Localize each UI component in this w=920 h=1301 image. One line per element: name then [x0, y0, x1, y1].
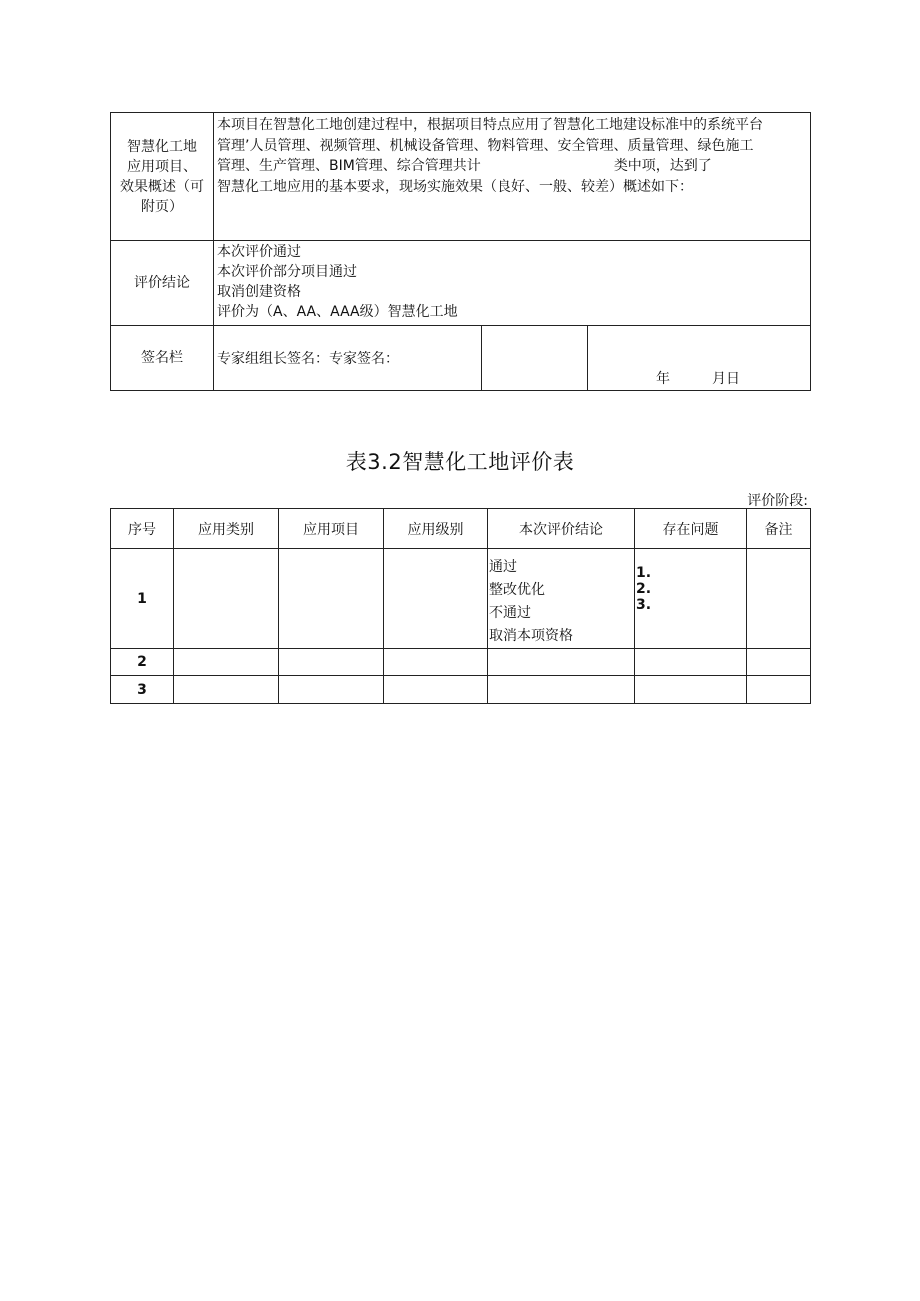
overview-text-line: 智慧化工地应用的基本要求，现场实施效果（良好、一般、较差）概述如下：: [217, 178, 693, 195]
remarks-cell[interactable]: [747, 649, 811, 676]
level-cell[interactable]: [384, 549, 488, 649]
level-cell[interactable]: [384, 649, 488, 676]
overview-text-line: 管理’人员管理、视频管理、机械设备管理、物料管理、安全管理、质量管理、绿色施工: [217, 137, 754, 154]
header-row: [111, 509, 811, 549]
issue-item: 2.: [636, 581, 652, 597]
evaluation-stage-label: 评价阶段:: [747, 493, 808, 509]
conclusion-label: 评价结论: [111, 241, 214, 326]
conclusion-cell[interactable]: [488, 649, 635, 676]
row-number: 2: [111, 649, 174, 676]
overview-label-line: 智慧化工地: [127, 138, 197, 155]
page-title: 表3.2智慧化工地评价表: [345, 450, 575, 474]
issue-item: 1.: [636, 565, 652, 581]
issues-cell[interactable]: [635, 549, 747, 649]
overview-text-line: [217, 156, 810, 177]
row-number: 1: [111, 549, 174, 649]
project-cell[interactable]: [279, 676, 384, 704]
conclusion-choice[interactable]: 取消本项资格: [489, 628, 573, 644]
col-header-conclusion: 本次评价结论: [488, 509, 635, 549]
overview-text-fragment: 类中项，达到了: [613, 158, 712, 174]
overview-label-cell: [111, 113, 214, 241]
overview-label-line: 附页）: [141, 198, 183, 215]
issues-cell[interactable]: [635, 676, 747, 704]
col-header-category: 应用类别: [174, 509, 279, 549]
signature-row: [111, 326, 811, 391]
overview-description-cell[interactable]: [214, 113, 811, 241]
remarks-cell[interactable]: [747, 676, 811, 704]
category-cell[interactable]: [174, 676, 279, 704]
conclusion-option[interactable]: 本次评价部分项目通过: [217, 264, 357, 280]
level-cell[interactable]: [384, 676, 488, 704]
signature-date: [588, 326, 810, 388]
col-header-remarks: 备注: [747, 509, 811, 549]
col-header-project: 应用项目: [279, 509, 384, 549]
col-header-issues: 存在问题: [635, 509, 747, 549]
signature-label: 签名栏: [111, 326, 214, 391]
table-row: [111, 549, 811, 649]
conclusion-choice[interactable]: 整改优化: [489, 582, 545, 598]
project-evaluation-table: [110, 112, 811, 391]
project-cell[interactable]: [279, 549, 384, 649]
conclusion-row: [111, 241, 811, 326]
conclusion-choice[interactable]: 通过: [489, 559, 517, 575]
monthday-label: 月日: [712, 371, 740, 387]
conclusion-cell: [488, 549, 635, 649]
table-row: [111, 676, 811, 704]
conclusion-options-cell: [214, 241, 811, 326]
evaluation-table: [110, 508, 811, 704]
col-header-level: 应用级别: [384, 509, 488, 549]
conclusion-choice[interactable]: 不通过: [489, 605, 531, 621]
conclusion-cell[interactable]: [488, 676, 635, 704]
row-number: 3: [111, 676, 174, 704]
issue-item: 3.: [636, 597, 652, 613]
conclusion-option[interactable]: 本次评价通过: [217, 244, 301, 260]
conclusion-option[interactable]: 取消创建资格: [217, 284, 301, 300]
conclusion-option[interactable]: 评价为（A、AA、AAA级）智慧化工地: [217, 304, 458, 320]
signature-prompt[interactable]: 专家组组长签名：专家签名：: [214, 326, 482, 391]
year-label: 年: [656, 371, 670, 387]
table-row: [111, 649, 811, 676]
signature-date-cell[interactable]: [588, 326, 811, 391]
overview-label-line: 效果概述（可: [120, 178, 204, 195]
overview-label-line: 应用项目、: [127, 158, 197, 175]
issues-cell[interactable]: [635, 649, 747, 676]
category-cell[interactable]: [174, 649, 279, 676]
signature-blank-cell[interactable]: [482, 326, 588, 391]
project-cell[interactable]: [279, 649, 384, 676]
remarks-cell[interactable]: [747, 549, 811, 649]
category-cell[interactable]: [174, 549, 279, 649]
overview-text-line: 本项目在智慧化工地创建过程中，根据项目特点应用了智慧化工地建设标准中的系统平台: [217, 117, 763, 133]
col-header-number: 序号: [111, 509, 174, 549]
overview-row: [111, 113, 811, 241]
overview-text-fragment: 管理、生产管理、BIM管理、综合管理共计: [217, 158, 481, 174]
